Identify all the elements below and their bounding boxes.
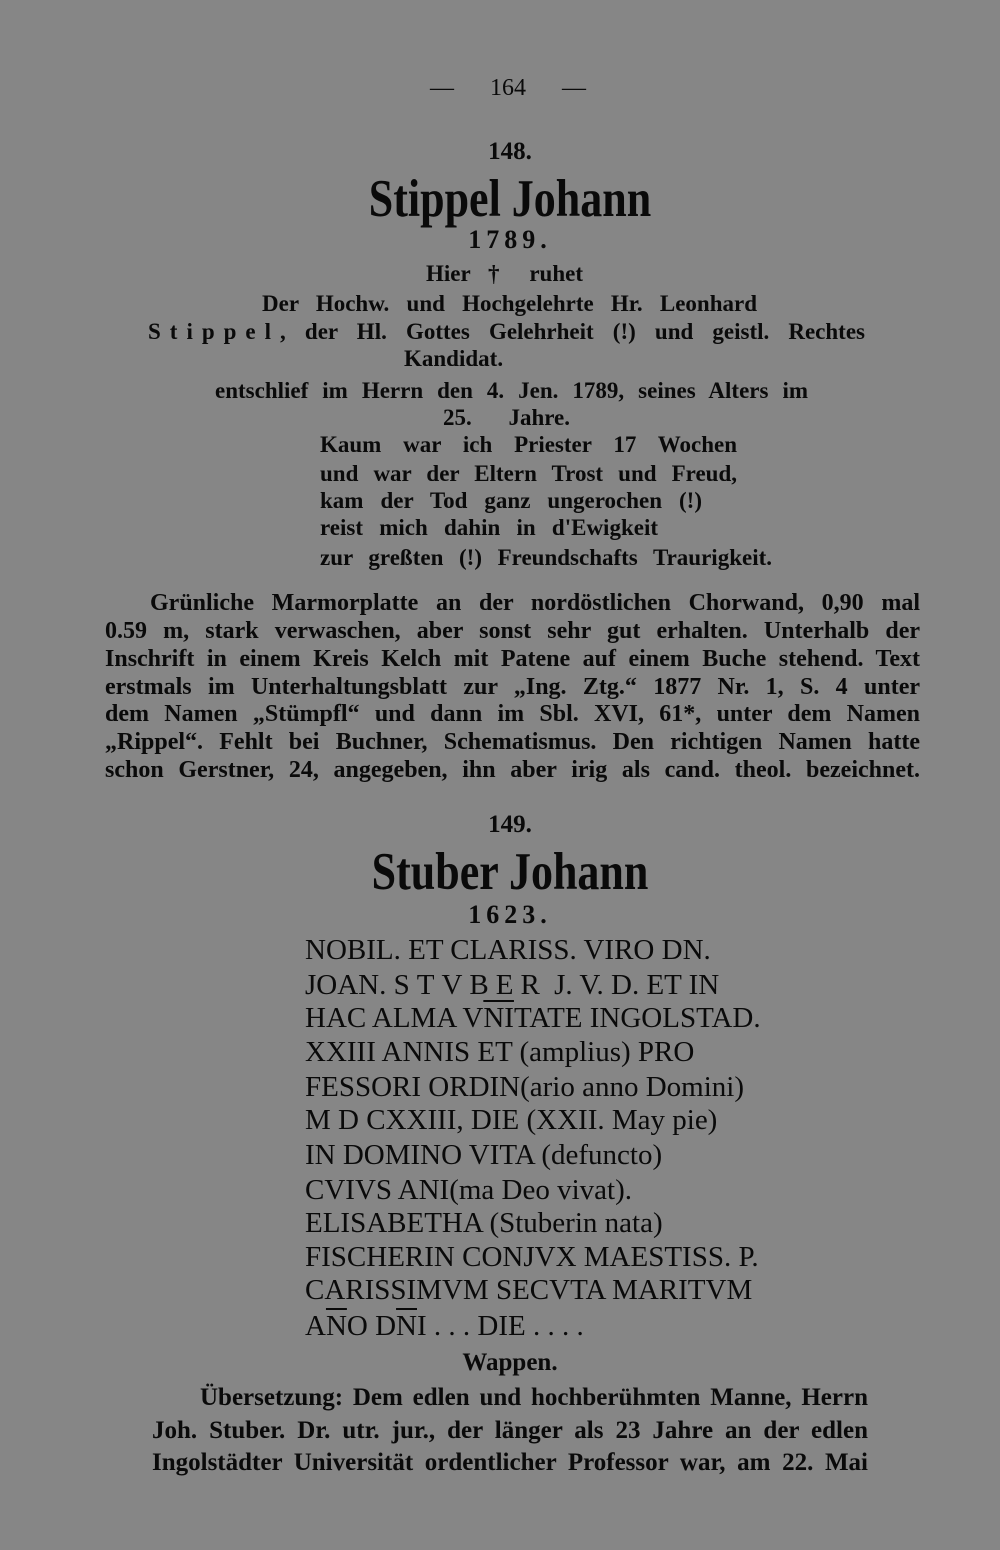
inscription-segment: JOAN.: [305, 969, 394, 1001]
inscription-segment: , der Hl. Gottes Gelehrheit (!) und geistl. Rechtes: [280, 319, 865, 344]
latin-inscription-line: ELISABETHA (Stuberin nata): [305, 1207, 663, 1239]
inscription-verse: zur greßten (!) Freundschafts Traurigkeit.: [320, 545, 772, 570]
latin-inscription-line: FISCHERIN CONJVX MAESTISS. P.: [305, 1241, 759, 1273]
inscription-line: Hier † ruhet: [426, 261, 583, 286]
inscription-segment: O D: [346, 1310, 397, 1342]
description-line: dem Namen „Stümpfl“ und dann im Sbl. XVI, 61*, unter dem Namen: [105, 701, 920, 727]
inscription-segment: HAC ALMA V: [305, 1002, 484, 1034]
latin-inscription-line: [305, 968, 719, 1002]
inscription-line: Der Hochw. und Hochgelehrte Hr. Leonhard: [262, 291, 757, 316]
entry-year: 1623.: [468, 900, 552, 929]
description-line: 0.59 m, stark verwaschen, aber sonst sehr gut erhalten. Unterhalb der: [105, 618, 920, 644]
page-number: — 164 —: [430, 75, 586, 101]
latin-inscription-line: IN DOMINO VITA (defuncto): [305, 1139, 663, 1171]
inscription-verse: kam der Tod ganz ungerochen (!): [320, 488, 702, 513]
inscription-segment: A: [305, 1310, 326, 1342]
latin-inscription-line: M D CXXIII, DIE (XXII. May pie): [305, 1104, 718, 1136]
inscription-line: entschlief im Herrn den 4. Jen. 1789, seines Alters im: [215, 378, 808, 403]
entry-number: 149.: [488, 811, 532, 838]
translation-line: Joh. Stuber. Dr. utr. jur., der länger als 23 Jahre an der edlen: [152, 1417, 868, 1444]
inscription-line: [148, 318, 865, 346]
entry-title: Stippel Johann: [368, 169, 652, 228]
inscription-verse: und war der Eltern Trost und Freud,: [320, 461, 737, 486]
description-line: schon Gerstner, 24, angegeben, ihn aber irig als cand. theol. bezeichnet.: [105, 757, 920, 783]
abbreviation-overline: $\overline{NI}$: [483, 1002, 514, 1034]
entry-year: 1789.: [468, 225, 552, 254]
description-line: Grünliche Marmorplatte an der nordöstlichen Chorwand, 0,90 mal: [150, 590, 920, 616]
inscription-line: Kandidat.: [404, 346, 504, 371]
latin-inscription-line: CARISSIMVM SECVTA MARITVM: [305, 1274, 753, 1306]
latin-inscription-line: NOBIL. ET CLARISS. VIRO DN.: [305, 934, 711, 966]
latin-inscription-line: CVIVS ANI(ma Deo vivat).: [305, 1174, 633, 1206]
latin-inscription-line: XXIII ANNIS ET (amplius) PRO: [305, 1036, 695, 1068]
inscription-verse: reist mich dahin in d'Ewigkeit: [320, 515, 658, 540]
inscription-segment: I . . . DIE . . . .: [417, 1310, 584, 1342]
latin-inscription-line: [305, 1001, 761, 1035]
description-line: erstmals im Unterhaltungsblatt zur „Ing. Ztg.“ 1877 Nr. 1, S. 4 unter: [105, 674, 920, 700]
latin-inscription-line: [305, 1309, 584, 1343]
translation-line: Ingolstädter Universität ordentlicher Professor war, am 22. Mai: [152, 1449, 868, 1476]
inscription-segment: J. V. D. ET IN: [546, 969, 720, 1001]
abbreviation-overline: $\overline{N}$: [325, 1310, 347, 1342]
abbreviation-overline: $\overline{N}$: [396, 1310, 417, 1342]
entry-number: 148.: [488, 138, 532, 165]
spaced-name: Stippel: [148, 319, 281, 344]
inscription-line: 25. Jahre.: [443, 405, 570, 430]
spaced-name: STVBER: [393, 969, 547, 1001]
inscription-segment: TATE INGOLSTAD.: [513, 1002, 761, 1034]
inscription-verse: Kaum war ich Priester 17 Wochen: [320, 432, 737, 457]
description-line: „Rippel“. Fehlt bei Buchner, Schematismus. Den richtigen Namen hatte: [105, 729, 920, 755]
latin-inscription-line: FESSORI ORDIN(ario anno Domini): [305, 1071, 745, 1103]
coat-of-arms-note: Wappen.: [462, 1349, 558, 1376]
description-line: Inschrift in einem Kreis Kelch mit Patene auf einem Buche stehend. Text: [105, 646, 920, 672]
entry-title: Stuber Johann: [371, 842, 649, 901]
translation-line: Übersetzung: Dem edlen und hochberühmten Manne, Herrn: [200, 1384, 868, 1411]
